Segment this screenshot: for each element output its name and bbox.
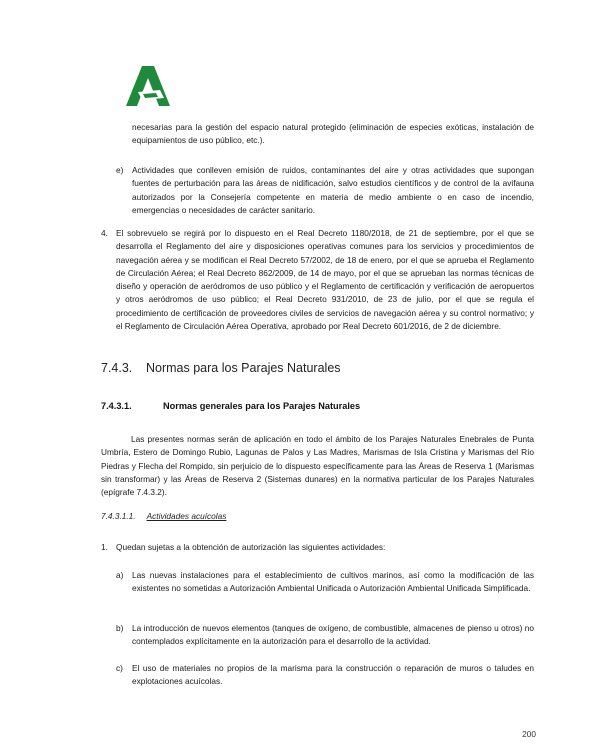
item-4-marker: 4. <box>101 228 108 238</box>
intro-paragraph: Las presentes normas serán de aplicación en todo el ámbito de los Parajes Naturales Enebrales de Punta Umbría, Estero de Domingo Rubio, Lagunas de Palos y Las Madres, Marismas de Isla Cristina y Marismas del Río Piedras y Flecha del Rompido, sin perjuicio de lo dispuesto específicamente para las Áreas de Reserva 1 (Marismas sin transformar) y las Áreas de Reserva 2 (Sistemas dunares) en la normativa particular de los Parajes Naturales (epígrafe 7.4.3.2). <box>101 434 534 498</box>
subsubsection-number: 7.4.3.1.1. <box>101 511 136 521</box>
section-number: 7.4.3. <box>101 361 133 375</box>
subsection-number: 7.4.3.1. <box>101 401 132 411</box>
item-e-text: Actividades que conlleven emisión de ruidos, contaminantes del aire y otras actividades que supongan fuentes de perturbación para las áreas de nidificación, salvo estudios científicos y de control de la avifauna autorizados por la Consejería competente en materia de medio ambiente o en caso de incendio, emergencias o necesidades de carácter sanitario. <box>132 165 534 215</box>
section-title: Normas para los Parajes Naturales <box>146 361 341 375</box>
page-number: 200 <box>522 729 536 739</box>
item-1-marker: 1. <box>101 542 108 552</box>
subsection-heading <box>101 401 360 411</box>
sub-item-c-marker: c) <box>116 663 123 673</box>
section-heading <box>101 361 341 375</box>
subsubsection-heading <box>101 511 226 521</box>
sub-item-a-text: Las nuevas instalaciones para el establecimiento de cultivos marinos, así como la modificación de las existentes no sometidas a Autorización Ambiental Unificada o Autorización Ambiental Unificada Simplificada. <box>132 570 534 594</box>
item-4-text: El sobrevuelo se regirá por lo dispuesto en el Real Decreto 1180/2018, de 21 de septiembre, por el que se desarrolla el Reglamento del aire y disposiciones operativas comunes para los servicios y procedimientos de navegación aérea y se modifican el Real Decreto 57/2002, de 18 de enero, por el que se aprueba el Reglamento de Circulación Aérea; el Real Decreto 862/2009, de 14 de mayo, por el que se aprueban las normas técnicas de diseño y operación de aeródromos de uso público y el Reglamento de certificación y verificación de aeropuertos y otros aeródromos de uso público; el Real Decreto 931/2010, de 23 de julio, por el que se regula el procedimiento de certificación de proveedores civiles de servicios de navegación aérea y su control normativo; y el Reglamento de Circulación Aérea Operativa, aprobado por Real Decreto 601/2016, de 2 de diciembre. <box>116 228 534 332</box>
junta-andalucia-logo-icon <box>124 64 172 108</box>
sub-item-b-text: La introducción de nuevos elementos (tanques de oxígeno, de combustible, almacenes de pienso u otros) no contemplados explícitamente en la autorización para el desarrollo de la actividad. <box>132 623 534 647</box>
subsection-title: Normas generales para los Parajes Naturales <box>163 401 361 411</box>
continuation-text: necesarias para la gestión del espacio natural protegido (eliminación de especies exóticas, instalación de equipamientos de uso público, etc.). <box>132 122 534 146</box>
item-1-text: Quedan sujetas a la obtención de autorización las siguientes actividades: <box>116 542 386 552</box>
subsubsection-title: Actividades acuícolas <box>146 511 227 521</box>
sub-item-a-marker: a) <box>116 570 124 580</box>
item-e-marker: e) <box>116 165 124 175</box>
sub-item-b-marker: b) <box>116 623 124 633</box>
sub-item-c-text: El uso de materiales no propios de la marisma para la construcción o reparación de muros o taludes en explotaciones acuícolas. <box>132 663 534 687</box>
